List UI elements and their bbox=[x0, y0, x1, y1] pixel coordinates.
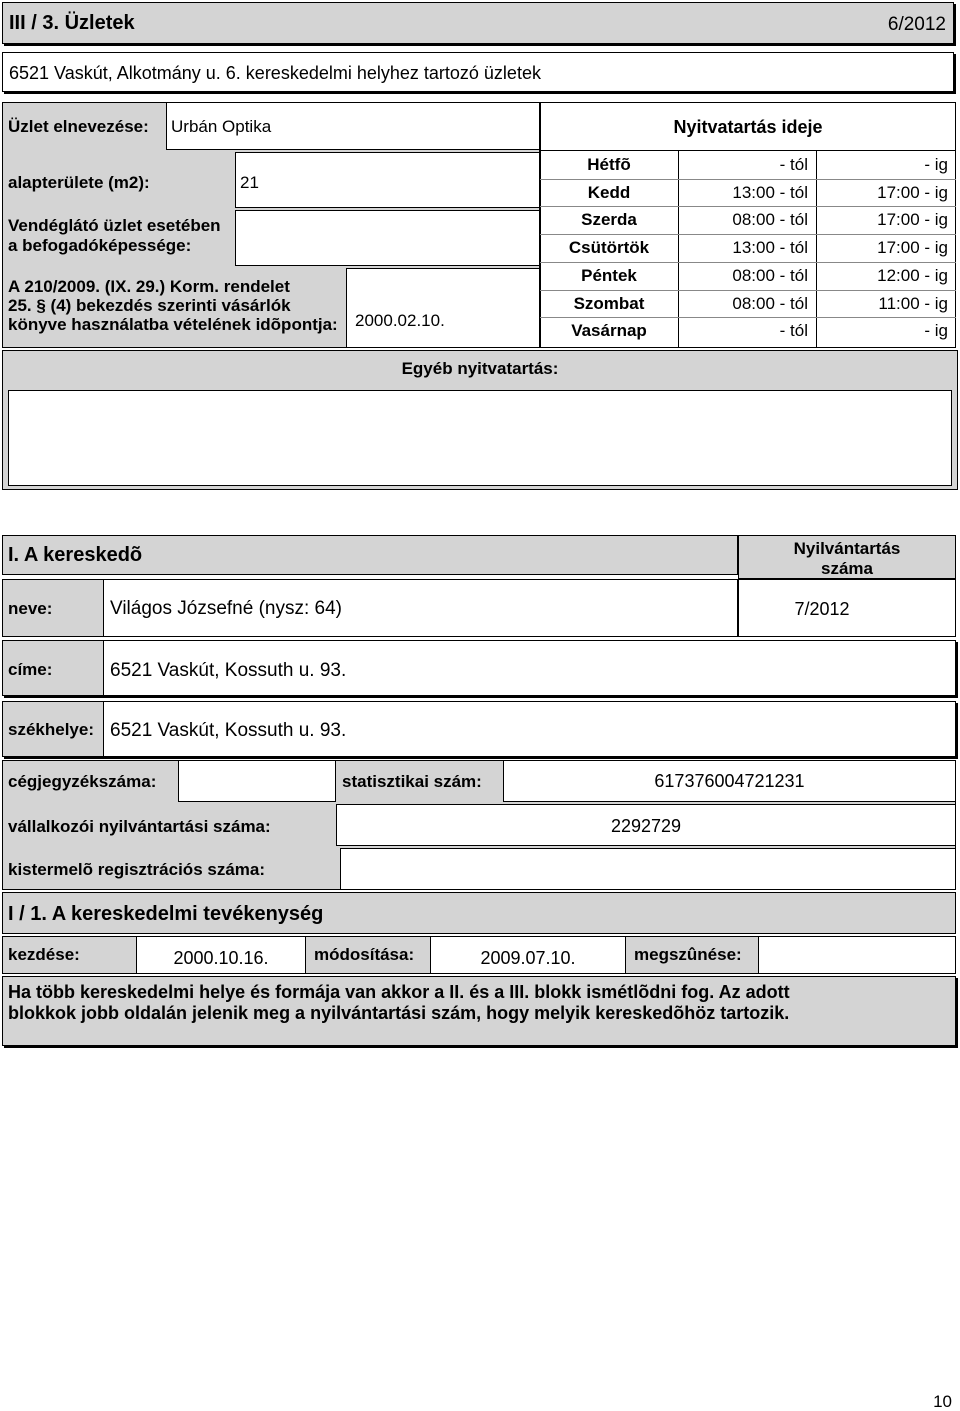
reg-number-label-line1: Nyilvántartás bbox=[793, 539, 901, 558]
opening-row-divider bbox=[540, 262, 956, 263]
reg-number-label-line2: száma bbox=[821, 559, 873, 578]
decree-date-value: 2000.02.10. bbox=[355, 311, 445, 330]
decree-label-line1: A 210/2009. (IX. 29.) Korm. rendelet bbox=[8, 277, 290, 296]
decree-date-cell bbox=[346, 268, 540, 348]
opening-from-value: 08:00 - tól bbox=[732, 210, 808, 229]
opening-to-value: 17:00 - ig bbox=[877, 210, 948, 229]
decree-label-line2: 25. § (4) bekezdés szerinti vásárlók bbox=[8, 296, 291, 315]
entrepreneur-value: 2292729 bbox=[610, 816, 682, 836]
opening-row-divider bbox=[540, 290, 956, 291]
header-bar bbox=[2, 2, 954, 44]
opening-day-label: Szerda bbox=[581, 210, 637, 229]
opening-day-label: Hétfõ bbox=[587, 155, 631, 174]
area-label: alapterülete (m2): bbox=[8, 173, 150, 192]
opening-from-value: - tól bbox=[779, 321, 808, 340]
modification-value: 2009.07.10. bbox=[480, 948, 576, 968]
stat-value: 617376004721231 bbox=[654, 771, 805, 791]
merchant-address-value: 6521 Vaskút, Kossuth u. 93. bbox=[110, 660, 347, 681]
capacity-cell bbox=[235, 210, 540, 266]
merchant-seat-label: székhelye: bbox=[8, 720, 94, 739]
opening-to-value: - ig bbox=[924, 155, 948, 174]
merchant-name-label: neve: bbox=[8, 599, 53, 618]
area-value: 21 bbox=[240, 173, 259, 192]
producer-cell bbox=[340, 848, 956, 890]
merchant-section-title: I. A kereskedõ bbox=[8, 544, 143, 566]
reg-number-value: 7/2012 bbox=[794, 599, 850, 619]
opening-row-divider bbox=[540, 317, 956, 318]
document-number: 6/2012 bbox=[887, 14, 946, 35]
start-label: kezdése: bbox=[8, 945, 80, 964]
stat-label: statisztikai szám: bbox=[342, 772, 482, 791]
company-reg-cell bbox=[178, 760, 336, 802]
opening-to-value: 17:00 - ig bbox=[877, 238, 948, 257]
shop-name-value: Urbán Optika bbox=[171, 117, 272, 136]
opening-row-divider bbox=[540, 206, 956, 207]
opening-day-label: Szombat bbox=[573, 294, 645, 313]
opening-to-value: 17:00 - ig bbox=[877, 183, 948, 202]
opening-from-value: 08:00 - tól bbox=[732, 266, 808, 285]
merchant-seat-value: 6521 Vaskút, Kossuth u. 93. bbox=[110, 720, 347, 741]
page-number: 10 bbox=[933, 1392, 952, 1411]
opening-row-divider bbox=[540, 234, 956, 235]
opening-day-label: Kedd bbox=[587, 183, 631, 202]
other-opening-label: Egyéb nyitvatartás: bbox=[401, 359, 559, 378]
modification-label: módosítása: bbox=[314, 945, 415, 964]
area-cell bbox=[235, 152, 540, 208]
opening-to-value: 12:00 - ig bbox=[877, 266, 948, 285]
capacity-label-line1: Vendéglátó üzlet esetében bbox=[8, 216, 221, 235]
opening-from-value: - tól bbox=[779, 155, 808, 174]
other-opening-field bbox=[8, 390, 952, 486]
opening-from-value: 08:00 - tól bbox=[732, 294, 808, 313]
end-label: megszûnése: bbox=[634, 945, 742, 964]
decree-label-line3: könyve használatba vételének idõpontja: bbox=[8, 315, 338, 334]
opening-hours-title: Nyitvatartás ideje bbox=[673, 117, 823, 137]
note-text: Ha több kereskedelmi helye és formája van akkor a II. és a III. blokk ismétlõdni fog. Az adott blokkok jobb oldalán jelenik meg a nyilvántartási szám, hogy melyik kereskedõhöz tartozik. bbox=[8, 982, 790, 1023]
opening-row-divider bbox=[540, 179, 956, 180]
opening-day-label: Csütörtök bbox=[568, 238, 650, 257]
opening-to-value: 11:00 - ig bbox=[878, 294, 948, 313]
activity-section-title: I / 1. A kereskedelmi tevékenység bbox=[8, 903, 324, 925]
page-title: III / 3. Üzletek bbox=[9, 12, 135, 34]
start-value: 2000.10.16. bbox=[173, 948, 269, 968]
entrepreneur-label: vállalkozói nyilvántartási száma: bbox=[8, 817, 271, 836]
address-line: 6521 Vaskút, Alkotmány u. 6. kereskedelmi helyhez tartozó üzletek bbox=[9, 63, 541, 83]
opening-day-label: Péntek bbox=[581, 266, 637, 285]
opening-to-value: - ig bbox=[924, 321, 948, 340]
opening-from-value: 13:00 - tól bbox=[732, 238, 808, 257]
opening-from-value: 13:00 - tól bbox=[732, 183, 808, 202]
producer-label: kistermelõ regisztrációs száma: bbox=[8, 860, 266, 879]
company-reg-label: cégjegyzékszáma: bbox=[8, 772, 157, 791]
merchant-name-value: Világos Józsefné (nysz: 64) bbox=[110, 598, 342, 619]
end-cell bbox=[758, 936, 956, 974]
capacity-label-line2: a befogadóképessége: bbox=[8, 236, 192, 255]
opening-day-label: Vasárnap bbox=[571, 321, 647, 340]
merchant-address-label: címe: bbox=[8, 660, 53, 679]
shop-name-label: Üzlet elnevezése: bbox=[8, 117, 149, 136]
